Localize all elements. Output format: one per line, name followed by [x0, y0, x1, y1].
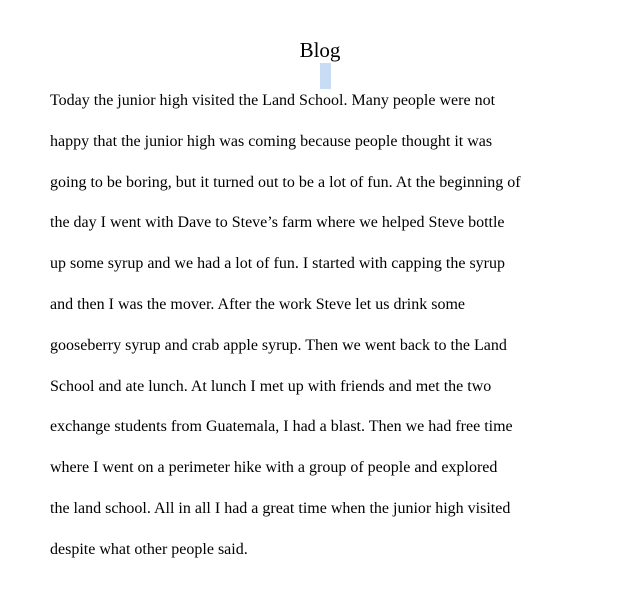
- text-line: happy that the junior high was coming because people thought it was: [50, 132, 493, 150]
- text-line: gooseberry syrup and crab apple syrup. Then we went back to the Land: [50, 336, 507, 354]
- text-line: School and ate lunch. At lunch I met up with friends and met the two: [50, 377, 492, 395]
- text-line: the land school. All in all I had a great time when the junior high visited: [50, 499, 511, 517]
- text-line: up some syrup and we had a lot of fun. I started with capping the syrup: [50, 255, 506, 273]
- text-line: and then I was the mover. After the work Steve let us drink some: [50, 295, 466, 313]
- text-cursor-highlight: [320, 63, 331, 89]
- document-body[interactable]: [50, 88, 630, 578]
- text-line: where I went on a perimeter hike with a group of people and explored: [50, 459, 498, 477]
- text-line: exchange students from Guatemala, I had a blast. Then we had free time: [50, 418, 513, 436]
- document-title: Blog: [299, 38, 341, 62]
- text-line: Today the junior high visited the Land School. Many people were not: [50, 92, 496, 109]
- text-line: the day I went with Dave to Steve’s farm where we helped Steve bottle: [50, 214, 505, 232]
- text-line: despite what other people said.: [50, 540, 248, 558]
- text-line: going to be boring, but it turned out to be a lot of fun. At the beginning of: [50, 173, 521, 191]
